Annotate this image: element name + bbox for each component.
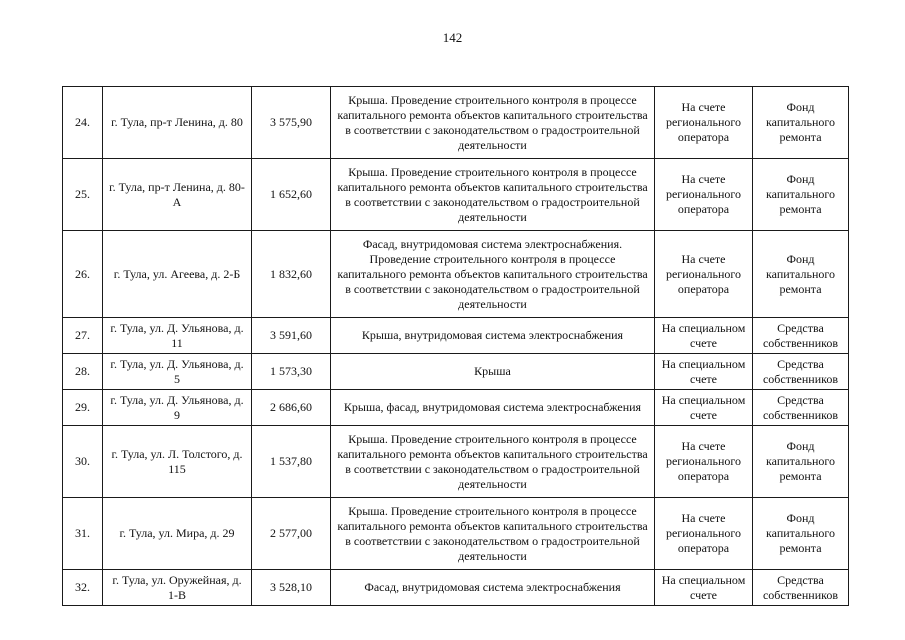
funding-source-cell: Фонд капитального ремонта xyxy=(753,231,849,318)
account-cell: На специальном счете xyxy=(655,570,753,606)
row-number: 27. xyxy=(63,318,103,354)
works-cell: Крыша, фасад, внутридомовая система электроснабжения xyxy=(331,390,655,426)
address-cell: г. Тула, ул. Д. Ульянова, д. 9 xyxy=(103,390,252,426)
table-row xyxy=(63,231,849,318)
page-number: 142 xyxy=(442,30,463,45)
table-row xyxy=(63,318,849,354)
account-cell: На специальном счете xyxy=(655,354,753,390)
address-cell: г. Тула, пр-т Ленина, д. 80-А xyxy=(103,159,252,231)
works-cell: Крыша. Проведение строительного контроля в процессе капитального ремонта объектов капитального строительства в соответствии с законодательством о градостроительной деятельности xyxy=(331,498,655,570)
address-cell: г. Тула, ул. Д. Ульянова, д. 11 xyxy=(103,318,252,354)
table-row xyxy=(63,354,849,390)
funding-source-cell: Средства собственников xyxy=(753,570,849,606)
account-cell: На специальном счете xyxy=(655,318,753,354)
repair-registry-table xyxy=(62,86,849,606)
funding-source-cell: Средства собственников xyxy=(753,354,849,390)
address-cell: г. Тула, ул. Агеева, д. 2-Б xyxy=(103,231,252,318)
address-cell: г. Тула, ул. Мира, д. 29 xyxy=(103,498,252,570)
table-row xyxy=(63,390,849,426)
funding-source-cell: Фонд капитального ремонта xyxy=(753,498,849,570)
row-number: 32. xyxy=(63,570,103,606)
address-cell: г. Тула, пр-т Ленина, д. 80 xyxy=(103,87,252,159)
account-cell: На специальном счете xyxy=(655,390,753,426)
table-row xyxy=(63,87,849,159)
area-cell: 1 537,80 xyxy=(252,426,331,498)
account-cell: На счете регионального оператора xyxy=(655,159,753,231)
row-number: 26. xyxy=(63,231,103,318)
account-cell: На счете регионального оператора xyxy=(655,498,753,570)
table-row xyxy=(63,426,849,498)
works-cell: Фасад, внутридомовая система электроснабжения xyxy=(331,570,655,606)
area-cell: 2 686,60 xyxy=(252,390,331,426)
row-number: 28. xyxy=(63,354,103,390)
account-cell: На счете регионального оператора xyxy=(655,87,753,159)
address-cell: г. Тула, ул. Оружейная, д. 1-В xyxy=(103,570,252,606)
area-cell: 3 591,60 xyxy=(252,318,331,354)
works-cell: Крыша. Проведение строительного контроля в процессе капитального ремонта объектов капитального строительства в соответствии с законодательством о градостроительной деятельности xyxy=(331,87,655,159)
row-number: 30. xyxy=(63,426,103,498)
address-cell: г. Тула, ул. Л. Толстого, д. 115 xyxy=(103,426,252,498)
area-cell: 1 832,60 xyxy=(252,231,331,318)
account-cell: На счете регионального оператора xyxy=(655,231,753,318)
works-cell: Фасад, внутридомовая система электроснабжения. Проведение строительного контроля в процессе капитального ремонта объектов капитального строительства в соответствии с законодательством о градостроительной деятельности xyxy=(331,231,655,318)
works-cell: Крыша. Проведение строительного контроля в процессе капитального ремонта объектов капитального строительства в соответствии с законодательством о градостроительной деятельности xyxy=(331,426,655,498)
row-number: 29. xyxy=(63,390,103,426)
area-cell: 2 577,00 xyxy=(252,498,331,570)
funding-source-cell: Фонд капитального ремонта xyxy=(753,87,849,159)
table-row xyxy=(63,159,849,231)
row-number: 31. xyxy=(63,498,103,570)
area-cell: 1 652,60 xyxy=(252,159,331,231)
table-row xyxy=(63,570,849,606)
account-cell: На счете регионального оператора xyxy=(655,426,753,498)
address-cell: г. Тула, ул. Д. Ульянова, д. 5 xyxy=(103,354,252,390)
table-row xyxy=(63,498,849,570)
works-cell: Крыша, внутридомовая система электроснабжения xyxy=(331,318,655,354)
row-number: 24. xyxy=(63,87,103,159)
works-cell: Крыша xyxy=(331,354,655,390)
area-cell: 1 573,30 xyxy=(252,354,331,390)
row-number: 25. xyxy=(63,159,103,231)
funding-source-cell: Фонд капитального ремонта xyxy=(753,159,849,231)
works-cell: Крыша. Проведение строительного контроля в процессе капитального ремонта объектов капитального строительства в соответствии с законодательством о градостроительной деятельности xyxy=(331,159,655,231)
area-cell: 3 528,10 xyxy=(252,570,331,606)
funding-source-cell: Средства собственников xyxy=(753,318,849,354)
area-cell: 3 575,90 xyxy=(252,87,331,159)
funding-source-cell: Фонд капитального ремонта xyxy=(753,426,849,498)
funding-source-cell: Средства собственников xyxy=(753,390,849,426)
